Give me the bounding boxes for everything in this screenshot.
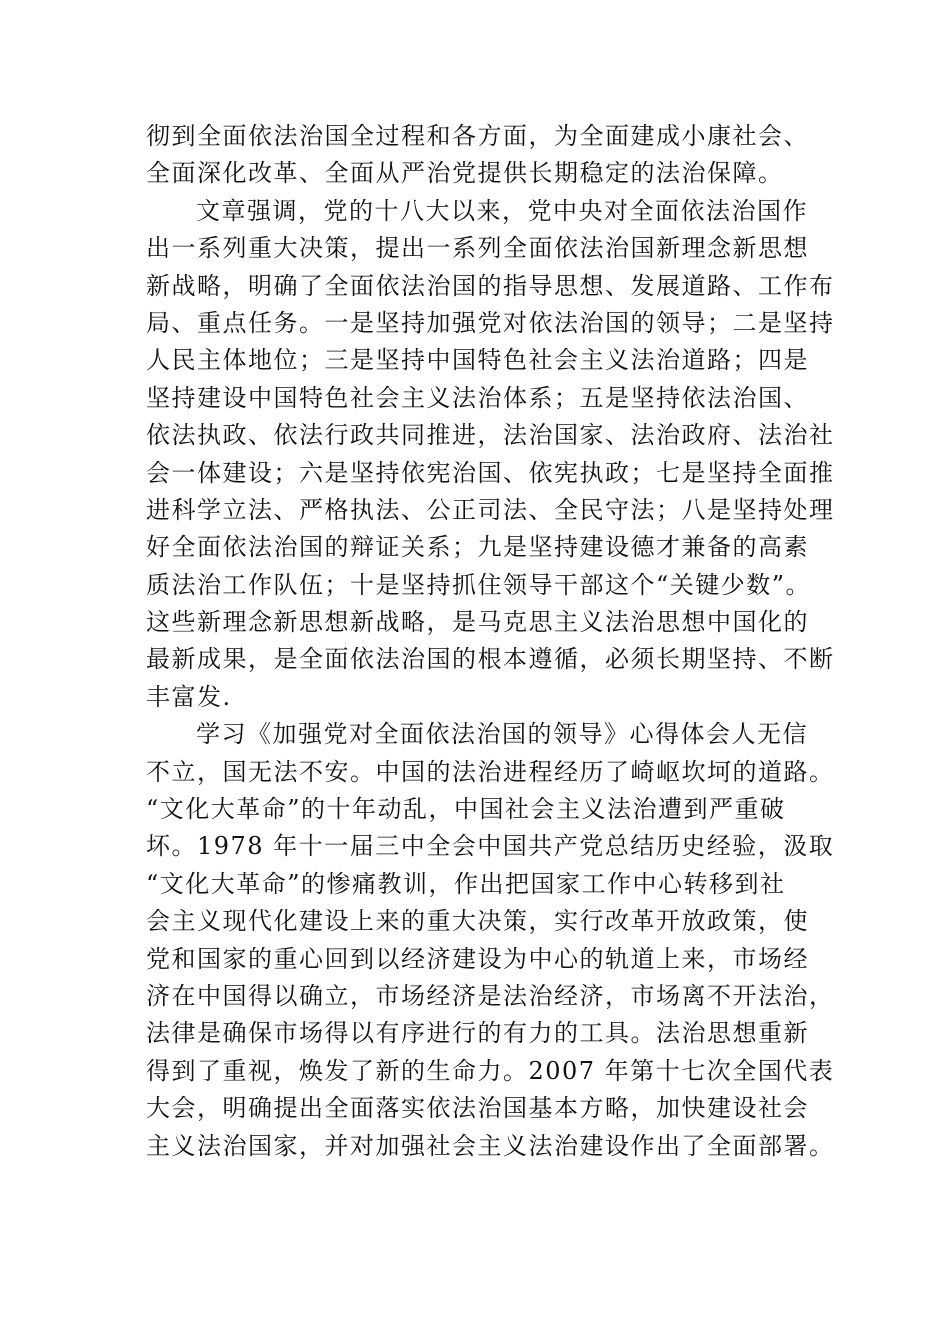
- text-line: 法律是确保市场得以有序进行的有力的工具。法治思想重新: [146, 1019, 809, 1048]
- document-body: [146, 118, 835, 1165]
- text-line: 最新成果，是全面依法治国的根本遵循，必须长期坚持、不断: [146, 645, 835, 674]
- text-line: 彻到全面依法治国全过程和各方面，为全面建成小康社会、: [146, 122, 809, 150]
- text-line: 好全面依法治国的辩证关系；九是坚持建设德才兼备的高素: [146, 533, 809, 562]
- text-line: 依法执政、依法行政共同推进，法治国家、法治政府、法治社: [146, 421, 835, 450]
- paragraph-start-line: 文章强调，党的十八大以来，党中央对全面依法治国作: [196, 196, 808, 225]
- text-line: 新战略，明确了全面依法治国的指导思想、发展道路、工作布: [146, 271, 835, 300]
- paragraph-start-line: 学习《加强党对全面依法治国的领导》心得体会人无信: [196, 720, 808, 749]
- text-line: 质法治工作队伍；十是坚持抓住领导干部这个“关键少数”。: [146, 570, 812, 599]
- text-line: 进科学立法、严格执法、公正司法、全民守法；八是坚持处理: [146, 495, 835, 524]
- text-line: 全面深化改革、全面从严治党提供长期稳定的法治保障。: [146, 159, 784, 188]
- text-line: 会一体建设；六是坚持依宪治国、依宪执政；七是坚持全面推: [146, 458, 835, 487]
- text-line: “文化大革命”的惨痛教训，作出把国家工作中心转移到社: [146, 869, 786, 898]
- text-line: 坏。1978 年十一届三中全会中国共产党总结历史经验，汲取: [146, 832, 835, 861]
- text-line: 大会，明确提出全面落实依法治国基本方略，加快建设社会: [146, 1094, 809, 1123]
- text-line: 出一系列重大决策，提出一系列全面依法治国新理念新思想: [146, 234, 809, 263]
- text-line: 党和国家的重心回到以经济建设为中心的轨道上来，市场经: [146, 944, 809, 973]
- text-line: 主义法治国家，并对加强社会主义法治建设作出了全面部署。: [146, 1131, 835, 1160]
- text-line: 坚持建设中国特色社会主义法治体系；五是坚持依法治国、: [146, 383, 809, 412]
- text-line: 这些新理念新思想新战略，是马克思主义法治思想中国化的: [146, 608, 809, 637]
- text-line: 局、重点任务。一是坚持加强党对依法治国的领导；二是坚持: [146, 308, 835, 337]
- text-line: 得到了重视，焕发了新的生命力。2007 年第十七次全国代表: [146, 1056, 835, 1085]
- text-line: 会主义现代化建设上来的重大决策，实行改革开放政策，使: [146, 907, 809, 936]
- text-line: “文化大革命”的十年动乱，中国社会主义法治遭到严重破: [146, 795, 786, 824]
- text-line: 不立，国无法不安。中国的法治进程经历了崎岖坎坷的道路。: [146, 757, 835, 786]
- text-line: 丰富发.: [146, 682, 232, 711]
- text-line: 济在中国得以确立，市场经济是法治经济，市场离不开法治，: [146, 981, 835, 1010]
- text-line: 人民主体地位；三是坚持中国特色社会主义法治道路；四是: [146, 346, 809, 375]
